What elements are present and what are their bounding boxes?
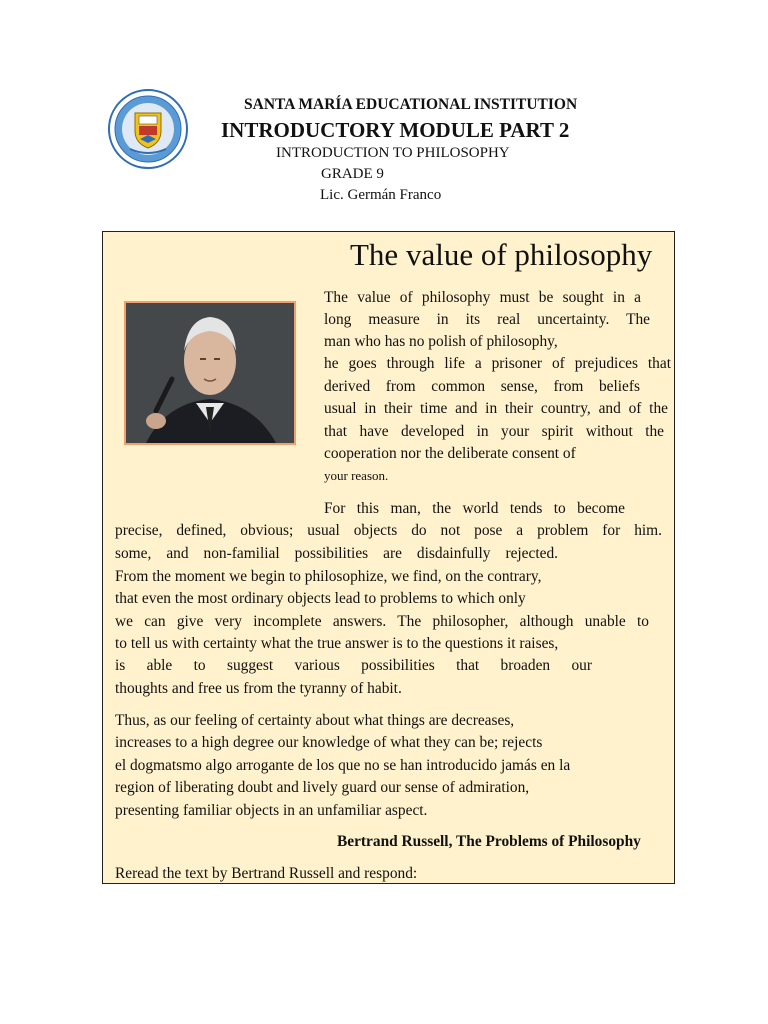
paragraph1-line: The value of philosophy must be sought in a [324,289,641,306]
teacher-name: Lic. Germán Franco [320,187,442,203]
reading-box [102,231,675,884]
paragraph2-line: we can give very incomplete answers. The philosopher, although unable to [115,613,649,630]
instruction-text: Reread the text by Bertrand Russell and respond: [115,865,418,882]
paragraph2-line: is able to suggest various possibilities that broaden our [115,657,592,674]
paragraph3-line: el dogmatsmo algo arrogante de los que no se han introducido jamás en la [115,757,571,774]
paragraph2-line: precise, defined, obvious; usual objects do not pose a problem for him. [115,522,662,539]
paragraph3-line: increases to a high degree our knowledge of what they can be; rejects [115,734,543,751]
paragraph2-line: thoughts and free us from the tyranny of habit. [115,680,402,697]
paragraph1-line: long measure in its real uncertainty. The [324,311,650,328]
portrait-photo [124,301,296,445]
subject-name: INTRODUCTION TO PHILOSOPHY [276,145,510,161]
paragraph2-line: For this man, the world tends to become [324,500,625,517]
paragraph3-line: Thus, as our feeling of certainty about what things are decreases, [115,712,515,729]
module-title: INTRODUCTORY MODULE PART 2 [221,118,570,142]
paragraph2-line: to tell us with certainty what the true answer is to the questions it raises, [115,635,559,652]
paragraph1-line: your reason. [324,468,389,483]
paragraph1-line: that have developed in your spirit without the [324,423,664,440]
paragraph3-line: presenting familiar objects in an unfamiliar aspect. [115,802,428,819]
school-crest-icon [108,89,188,169]
attribution: Bertrand Russell, The Problems of Philosophy [337,833,641,850]
paragraph2-line: that even the most ordinary objects lead to problems to which only [115,590,526,607]
paragraph1-line: usual in their time and in their country, and of the [324,400,668,417]
paragraph1-line: derived from common sense, from beliefs [324,378,640,395]
article-title: The value of philosophy [350,237,653,272]
paragraph3-line: region of liberating doubt and lively guard our sense of admiration, [115,779,530,796]
grade-label: GRADE 9 [321,166,384,182]
paragraph2-line: From the moment we begin to philosophize, we find, on the contrary, [115,568,542,585]
institution-name: SANTA MARÍA EDUCATIONAL INSTITUTION [244,96,578,113]
paragraph1-line: cooperation nor the deliberate consent of [324,445,576,462]
paragraph1-line: man who has no polish of philosophy, [324,333,558,350]
paragraph1-line: he goes through life a prisoner of prejudices that [324,355,671,372]
paragraph2-line: some, and non-familial possibilities are disdainfully rejected. [115,545,558,562]
